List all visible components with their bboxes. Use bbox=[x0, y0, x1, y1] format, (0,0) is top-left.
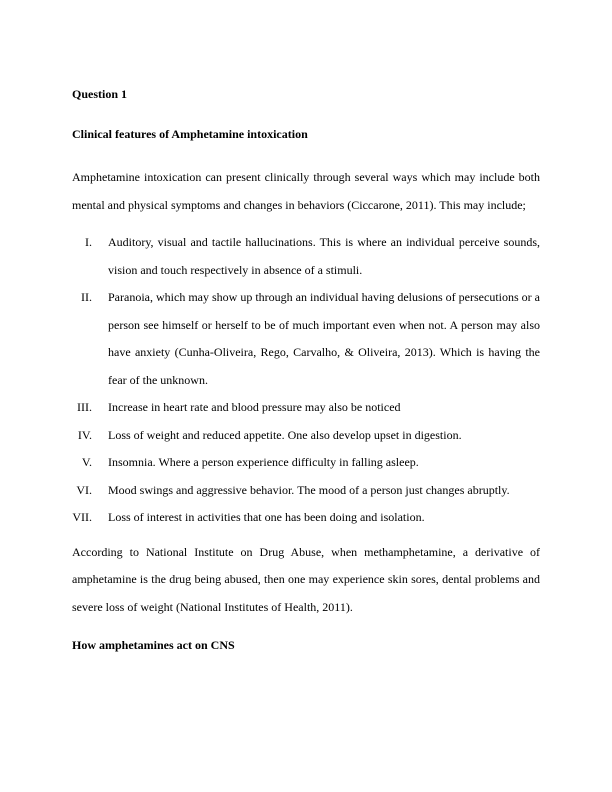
list-numeral: V. bbox=[81, 455, 92, 469]
list-item-text: Auditory, visual and tactile hallucinations. This is where an individual perceive sounds, vision and touch respectively in absence of a stimuli. bbox=[108, 235, 540, 277]
symptoms-list bbox=[72, 229, 540, 532]
closing-paragraph: According to National Institute on Drug Abuse, when methamphetamine, a derivative of amphetamine is the drug being abused, then one may experience skin sores, dental problems and severe loss of weight (National Institutes of Health, 2011). bbox=[72, 544, 540, 614]
intro-paragraph: Amphetamine intoxication can present clinically through several ways which may include both mental and physical symptoms and changes in behaviors (Ciccarone, 2011). This may include; bbox=[72, 170, 540, 212]
list-numeral: II. bbox=[81, 290, 92, 304]
list-item bbox=[72, 394, 540, 422]
list-item-text: Paranoia, which may show up through an individual having delusions of persecutions or a person see himself or herself to be of much important even when not. A person may also have anxiety (Cunha-Oliveira, Rego, Carvalho, & Oliveira, 2013). Which is having the fear of the unknown. bbox=[108, 290, 540, 387]
list-item-text: Loss of weight and reduced appetite. One also develop upset in digestion. bbox=[108, 427, 462, 442]
document-page bbox=[72, 85, 540, 654]
list-numeral: I. bbox=[85, 235, 92, 249]
section-heading-cns: How amphetamines act on CNS bbox=[72, 638, 235, 652]
list-item bbox=[72, 449, 540, 477]
list-item bbox=[72, 477, 540, 505]
list-item-text: Insomnia. Where a person experience difficulty in falling asleep. bbox=[108, 455, 419, 469]
list-item-text: Mood swings and aggressive behavior. The mood of a person just changes abruptly. bbox=[108, 482, 510, 497]
question-heading: Question 1 bbox=[72, 87, 128, 101]
list-item bbox=[72, 422, 540, 450]
list-numeral: III. bbox=[77, 400, 92, 414]
list-item-text: Loss of interest in activities that one has been doing and isolation. bbox=[108, 510, 425, 524]
list-numeral: IV. bbox=[77, 427, 92, 442]
list-item bbox=[72, 284, 540, 394]
list-numeral: VI. bbox=[76, 482, 92, 497]
list-item bbox=[72, 504, 540, 532]
list-numeral: VII. bbox=[72, 510, 92, 524]
section-heading-clinical-features: Clinical features of Amphetamine intoxication bbox=[72, 127, 308, 141]
list-item bbox=[72, 229, 540, 284]
list-item-text: Increase in heart rate and blood pressure may also be noticed bbox=[108, 400, 401, 414]
